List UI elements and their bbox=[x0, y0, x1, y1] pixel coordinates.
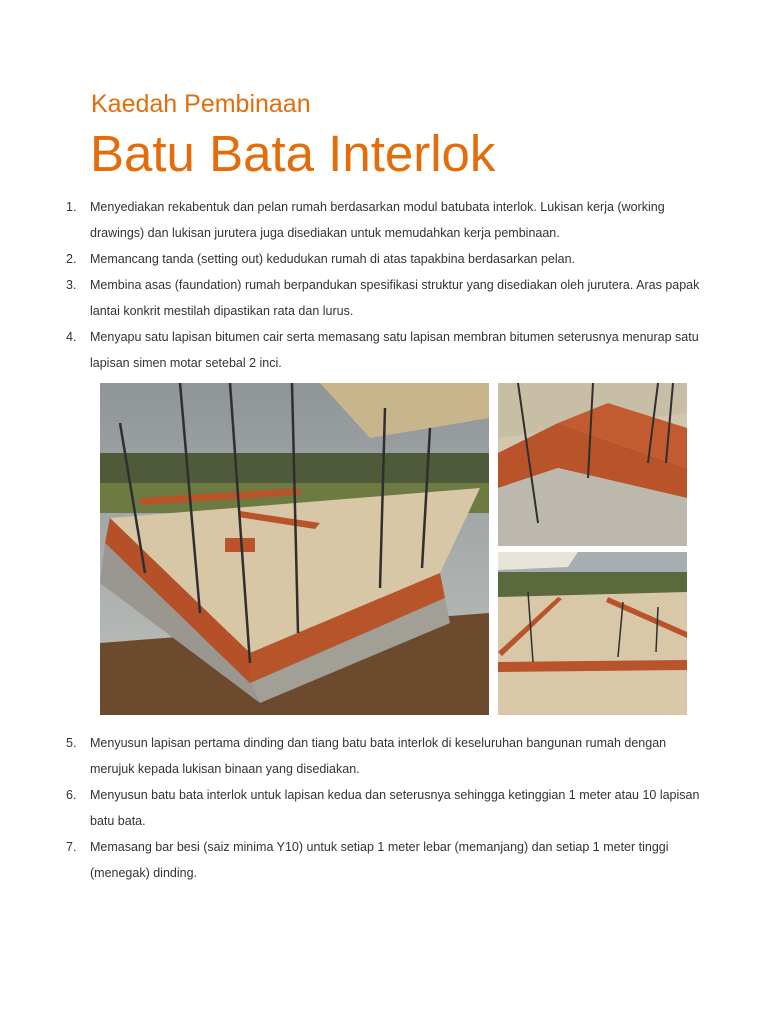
list-text: Menyapu satu lapisan bitumen cair serta memasang satu lapisan membran bitumen seterusnya menurap satu lapisan simen motar setebal 2 inci. bbox=[90, 330, 699, 370]
steps-list-part-2 bbox=[66, 730, 706, 886]
list-number: 7. bbox=[66, 840, 77, 854]
list-item bbox=[66, 782, 706, 834]
photo-foundation-wide bbox=[100, 383, 489, 715]
list-text: Menyediakan rekabentuk dan pelan rumah berdasarkan modul batubata interlok. Lukisan kerja (working drawings) dan lukisan jurutera juga disediakan untuk memudahkan kerja pembinaan. bbox=[90, 200, 665, 240]
photo-foundation-layout bbox=[498, 552, 687, 715]
list-item bbox=[66, 834, 706, 886]
list-number: 6. bbox=[66, 788, 77, 802]
list-number: 3. bbox=[66, 278, 77, 292]
steps-list-part-1 bbox=[66, 194, 706, 376]
list-item bbox=[66, 272, 706, 324]
list-number: 4. bbox=[66, 330, 77, 344]
list-text: Memasang bar besi (saiz minima Y10) untuk setiap 1 meter lebar (memanjang) dan setiap 1 meter tinggi (menegak) dinding. bbox=[90, 840, 669, 880]
page-title: Batu Bata Interlok bbox=[90, 125, 496, 182]
list-text: Menyusun lapisan pertama dinding dan tiang batu bata interlok di keseluruhan bangunan rumah dengan merujuk kepada lukisan binaan yang disediakan. bbox=[90, 736, 667, 776]
list-text: Membina asas (faundation) rumah berpandukan spesifikasi struktur yang disediakan oleh jurutera. Aras papak lantai konkrit mestilah dipastikan rata dan lurus. bbox=[90, 278, 700, 318]
page-subtitle: Kaedah Pembinaan bbox=[91, 90, 311, 118]
photo-brick-corner bbox=[498, 383, 687, 546]
list-number: 1. bbox=[66, 200, 77, 214]
list-item bbox=[66, 324, 706, 376]
list-item bbox=[66, 246, 706, 272]
list-item bbox=[66, 194, 706, 246]
list-text: Menyusun batu bata interlok untuk lapisan kedua dan seterusnya sehingga ketinggian 1 meter atau 10 lapisan batu bata. bbox=[90, 788, 700, 828]
list-text: Memancang tanda (setting out) kedudukan rumah di atas tapakbina berdasarkan pelan. bbox=[90, 252, 576, 266]
list-item bbox=[66, 730, 706, 782]
list-number: 5. bbox=[66, 736, 77, 750]
list-number: 2. bbox=[66, 252, 77, 266]
